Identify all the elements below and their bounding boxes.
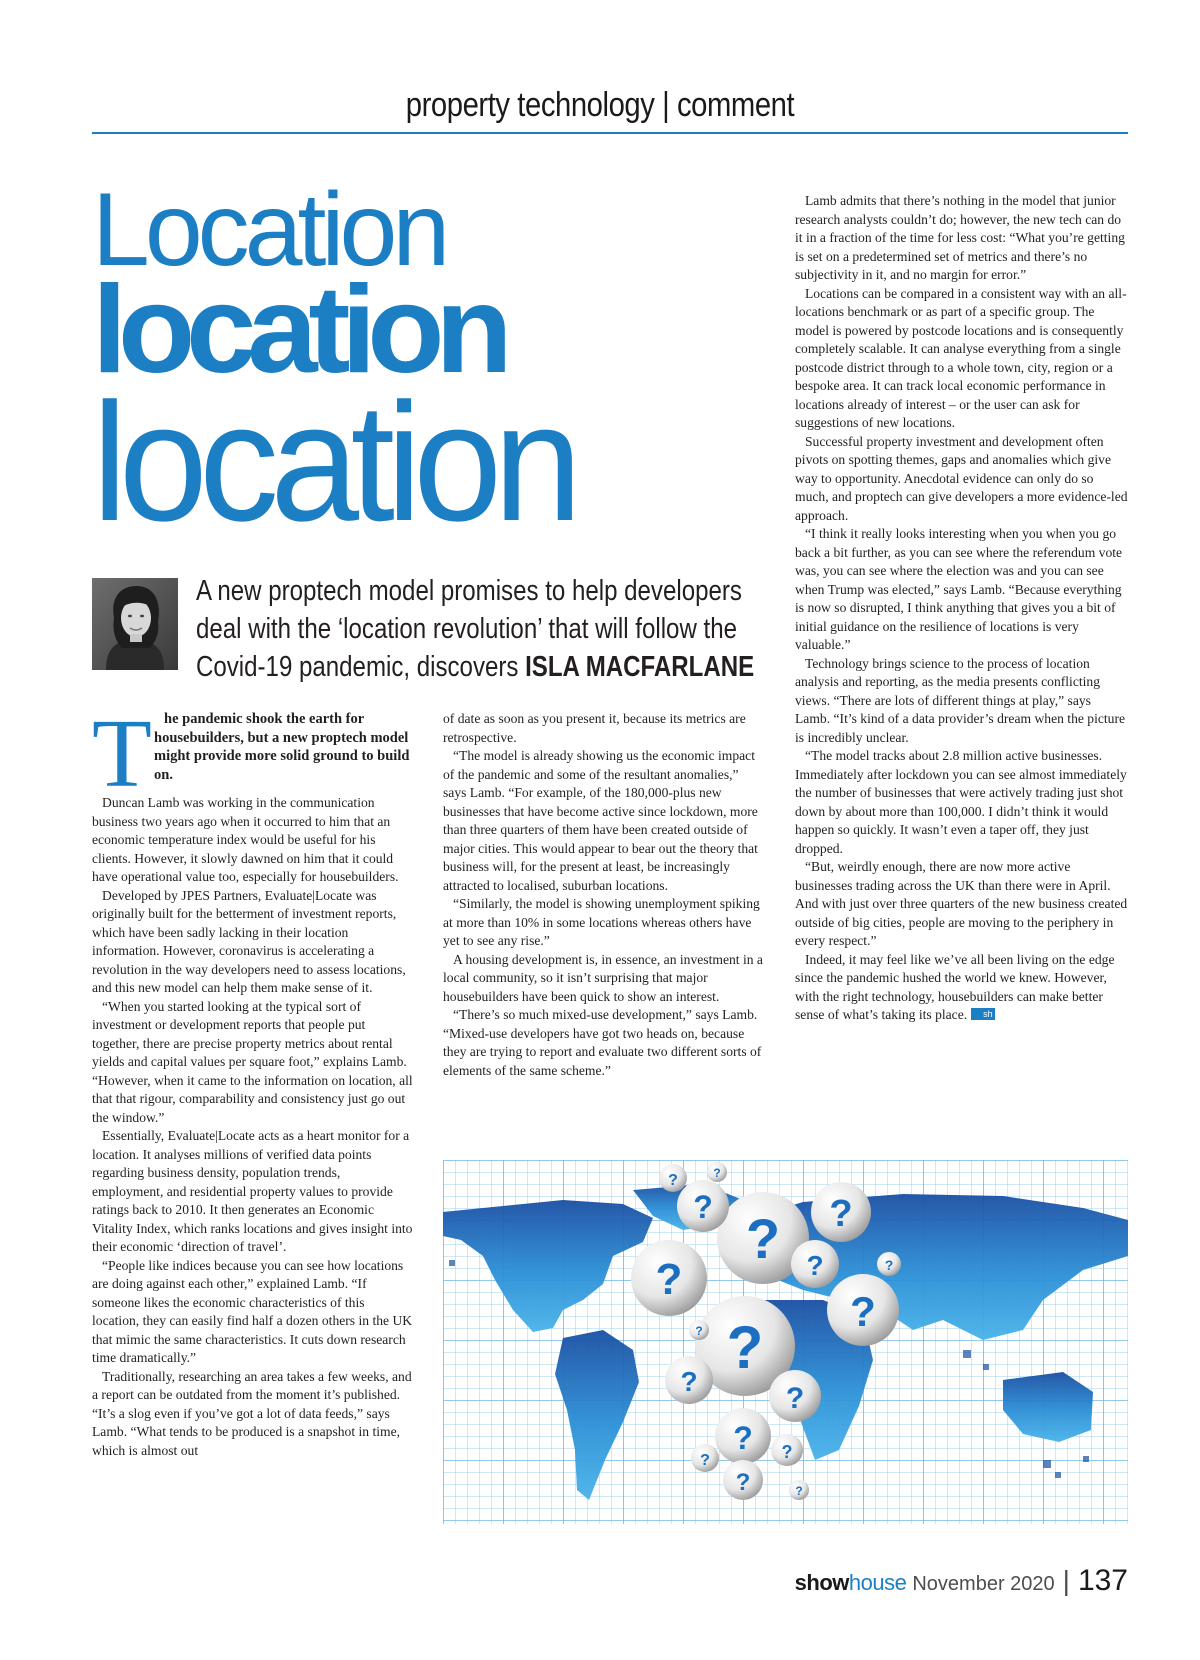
page-footer xyxy=(795,1564,1128,1598)
header-rule xyxy=(92,132,1128,134)
author-byline: ISLA MACFARLANE xyxy=(525,651,755,683)
paragraph xyxy=(795,951,1128,1025)
svg-text:?: ? xyxy=(700,1452,710,1469)
paragraph: Technology brings science to the process of location analysis and reporting, as the media presents conflicting views. “There are lots of different things at play,” says Lamb. “It’s kind of a data provider’s dream when the picture is incredibly unclear. xyxy=(795,655,1126,745)
paragraph: “The model tracks about 2.8 million active businesses. Immediately after lockdown you can see almost immediately the number of businesses that were actively trading just shot down by about more than 100,000. I didn’t think it would happen so quickly. It wasn’t even a taper off, they just dropped. xyxy=(795,748,1127,856)
svg-text:?: ? xyxy=(733,1420,753,1456)
paragraph: Essentially, Evaluate|Locate acts as a heart monitor for a location. It analyses millions of verified data points regarding business density, population trends, employment, and residential property values to provide ratings back to 2010. It then generates an Economic Vitality Index, which ranks locations and gives insight into their economic ‘direction of travel’. xyxy=(92,1128,413,1254)
brand-logo-house: house xyxy=(848,1570,907,1595)
intro-paragraph: he pandemic shook the earth for housebuilders, but a new proptech model might provide more solid ground to build on. xyxy=(154,711,410,783)
world-map-question-bubbles-illustration xyxy=(443,1160,1128,1524)
paragraph: Successful property investment and development often pivots on spotting themes, gaps and anomalies which give way to opportunity. Anecdotal evidence can only do so much, and proptech can give developers a more evidence-led approach. xyxy=(795,433,1128,523)
svg-text:?: ? xyxy=(884,1257,894,1273)
svg-text:?: ? xyxy=(713,1166,721,1180)
footer-separator: | xyxy=(1062,1565,1070,1596)
svg-text:?: ? xyxy=(781,1442,793,1462)
svg-text:?: ? xyxy=(795,1484,803,1498)
standfirst xyxy=(196,572,794,686)
svg-text:?: ? xyxy=(693,1189,713,1225)
svg-text:?: ? xyxy=(726,1314,764,1381)
issue-date: November 2020 xyxy=(912,1573,1055,1595)
paragraph: “People like indices because you can see how locations are doing against each other,” explained Lamb. “If someone likes the economic characteristics of this location, they can easily find half a dozen others in the UK that mimic the same characteristics. It cuts down research time dramatically.” xyxy=(92,1257,413,1365)
article-column-1 xyxy=(92,710,414,1460)
paragraph: Developed by JPES Partners, Evaluate|Locate was originally built for the betterment of investment reports, which have been sadly lacking in their location information. However, coronavirus is accelerating a revolution in the way developers need to assess locations, and this new model can help them make sense of it. xyxy=(92,887,406,995)
brand-logo-show: show xyxy=(794,1570,849,1595)
svg-text:?: ? xyxy=(668,1172,678,1189)
paragraph: “Similarly, the model is showing unemployment spiking at more than 10% in some locations whereas others have yet to see any rise.” xyxy=(443,896,760,948)
paragraph: of date as soon as you present it, because its metrics are retrospective. xyxy=(443,711,746,745)
paragraph: “But, weirdly enough, there are now more active businesses trading across the UK than there were in April. And with just over three quarters of the new business created outside of big cities, people are moving to the periphery in every respect.” xyxy=(795,859,1128,948)
svg-text:?: ? xyxy=(680,1366,698,1397)
paragraph: A housing development is, in essence, an investment in a local community, so it isn’t surprising that major housebuilders have been quick to show an interest. xyxy=(443,951,763,1004)
svg-text:?: ? xyxy=(785,1382,805,1415)
paragraph: Traditionally, researching an area takes a few weeks, and a report can be outdated from the moment it’s published. “It’s a slog even if you’ve got a lot of data feeds,” says Lamb. “What tends to be produced is a snapshot in time, which is almost out xyxy=(92,1368,412,1458)
paragraph: “When you started looking at the typical sort of investment or development reports that people put together, there are precise property metrics about rental yields and capital values per square foot,” explains Lamb. “However, when it came to the information on location, all that that rigour, comparability and consistency just go out the window.” xyxy=(92,998,413,1125)
end-mark-icon: sh xyxy=(971,1008,995,1020)
section-header: property technology | comment xyxy=(405,86,795,124)
svg-text:?: ? xyxy=(850,1288,876,1335)
article-column-2 xyxy=(443,710,765,1080)
paragraph: Locations can be compared in a consistent way with an all-locations benchmark or as part of a specific group. The model is powered by postcode locations and is consequently completely scalable. It can analyse everything from a single postcode district through to a whole town, city, region or a bespoke area. It can track local economic performance in locations already of interest – or the user can ask for suggestions of new locations. xyxy=(795,285,1127,430)
paragraph: “There’s so much mixed-use development,” says Lamb. “Mixed-use developers have got two heads on, because they are trying to report and evaluate two different sorts of elements of the same scheme.” xyxy=(443,1007,762,1078)
standfirst-text: A new proptech model promises to help developers deal with the ‘location revolution’ that will follow the Covid-19 pandemic, discovers xyxy=(196,575,742,683)
headline-line-2: location xyxy=(92,261,504,399)
svg-text:?: ? xyxy=(745,1207,781,1270)
final-paragraph-text: Indeed, it may feel like we’ve all been living on the edge since the pandemic hushed the world we knew. However, with the right technology, housebuilders can make better sense of what’s taking its place. xyxy=(795,951,1115,1022)
paragraph: Duncan Lamb was working in the communication business two years ago when it occurred to him that an economic temperature index would be useful for his clients. However, it slowly dawned on him that it could have operational value too, especially for housebuilders. xyxy=(92,795,399,884)
page-number: 137 xyxy=(1077,1564,1128,1597)
author-photo xyxy=(92,578,178,670)
svg-text:?: ? xyxy=(829,1193,853,1235)
paragraph: Lamb admits that there’s nothing in the model that junior research analysts couldn’t do; however, the new tech can do it in a fraction of the time for less cost: “What you’re getting is set on a predetermined set of metrics and there’s no subjectivity in it, and no margin for error.” xyxy=(795,193,1125,282)
headline-line-3: location xyxy=(92,368,574,556)
article-intro xyxy=(92,710,414,794)
headline-line-1: Location xyxy=(92,172,446,288)
svg-text:?: ? xyxy=(695,1324,703,1338)
paragraph: “The model is already showing us the economic impact of the pandemic and some of the resultant anomalies,” says Lamb. “For example, of the 180,000-plus new businesses that have become active since lockdown, more than three quarters of them have been created outside of major cities. This would appear to bear out the theory that business will, for the present at least, be increasingly attracted to localised, suburban locations. xyxy=(443,748,758,893)
svg-text:?: ? xyxy=(655,1255,683,1304)
svg-text:?: ? xyxy=(806,1250,824,1281)
svg-text:?: ? xyxy=(735,1469,751,1496)
article-column-3 xyxy=(795,192,1128,1025)
paragraph: “I think it really looks interesting when you when you go back a bit further, as you can see where the referendum vote was, you can see where the election was and you can see when Trump was elected,” says Lamb. “Because everything is now so disrupted, I think anything that gives you a bit of initial guidance on the resilience of locations is very valuable.” xyxy=(795,526,1123,652)
drop-cap: T xyxy=(92,710,152,794)
